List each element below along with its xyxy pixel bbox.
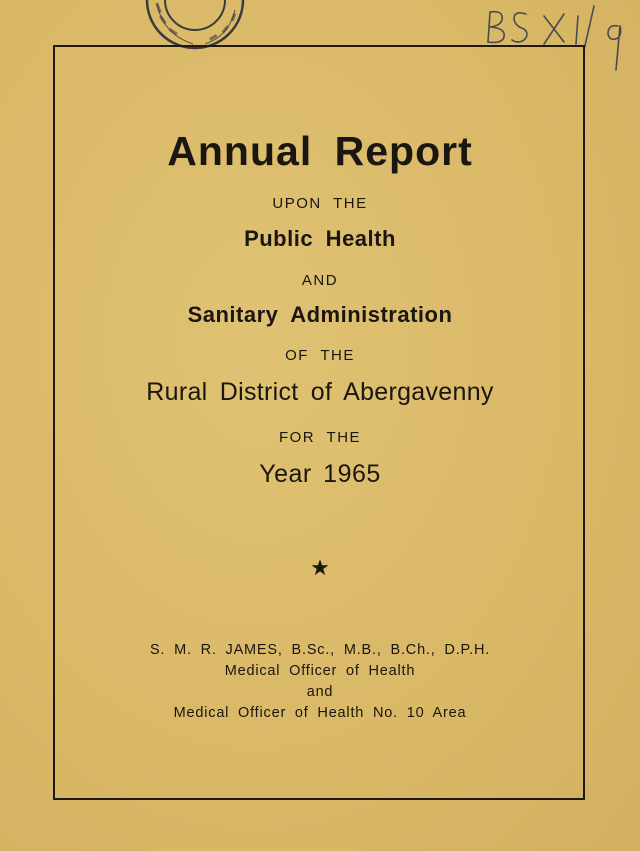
sanitary-administration-heading: Sanitary Administration: [187, 302, 453, 327]
author-area-role: Medical Officer of Health No. 10 Area: [173, 705, 467, 721]
report-year: Year 1965: [259, 460, 381, 488]
author-joiner: and: [306, 684, 334, 700]
author-role: Medical Officer of Health: [224, 663, 416, 679]
star-ornament-icon: ★: [310, 555, 330, 580]
of-the-line: OF THE: [285, 347, 355, 364]
district-name: Rural District of Abergavenny: [146, 378, 494, 406]
for-the-line: FOR THE: [278, 429, 362, 446]
public-health-heading: Public Health: [244, 226, 396, 251]
upon-the-line: UPON THE: [272, 195, 368, 212]
author-name: S. M. R. JAMES, B.Sc., M.B., B.Ch., D.P.H.: [149, 642, 491, 658]
and-line: AND: [301, 272, 339, 289]
report-title: Annual Report: [167, 128, 473, 174]
